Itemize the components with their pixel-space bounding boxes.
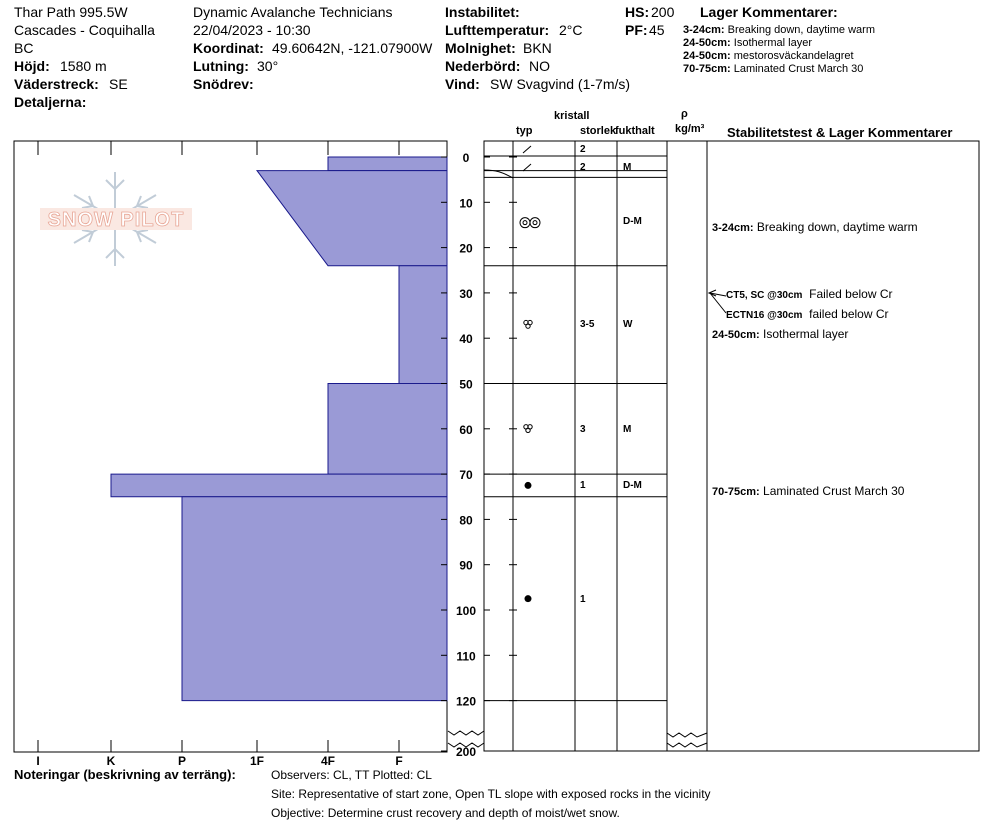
hardness-layer-bar — [111, 474, 447, 497]
surface-moisture: M — [623, 162, 632, 173]
melt-forms-icon — [530, 218, 540, 228]
layer-moisture: W — [623, 319, 633, 330]
layer-note-range: 70-75cm: — [712, 486, 760, 498]
depth-tick-label: 70 — [459, 468, 473, 483]
stability-test — [726, 308, 889, 321]
temperature-profile-line — [484, 170, 513, 178]
melt-forms-icon — [523, 221, 527, 225]
header-comment-range: 24-50cm: — [683, 50, 731, 62]
layer-comments-title: Lager Kommentarer: — [700, 4, 838, 20]
moisture-column-label: fukthalt — [615, 125, 655, 137]
layer-note — [712, 485, 904, 498]
layer-size: 1 — [580, 594, 586, 605]
depth-tick-label: 30 — [459, 286, 473, 301]
layer-note-text: Breaking down, daytime warm — [756, 220, 918, 234]
depth-tick-label: 90 — [459, 558, 473, 573]
details-label: Detaljerna: — [14, 94, 87, 110]
observation-datetime: 22/04/2023 - 10:30 — [193, 22, 311, 38]
hardness-layer-bar — [328, 384, 447, 475]
notes-line: Observers: CL, TT Plotted: CL — [271, 768, 432, 782]
layer-moisture: D-M — [623, 216, 642, 227]
ice-formation-icon — [525, 482, 532, 489]
melt-forms-icon — [520, 218, 530, 228]
stability-test-code: ECTN16 @30cm — [726, 310, 803, 321]
hardness-tick-label: I — [36, 754, 40, 768]
header-comment-text: mestorosväckandelagret — [733, 50, 854, 62]
surface-size: 2 — [580, 162, 586, 173]
instability-label: Instabilitet: — [445, 4, 520, 20]
layer-note-text: Laminated Crust March 30 — [763, 484, 905, 498]
layer-moisture: M — [623, 424, 632, 435]
surface-grain-icon — [523, 164, 531, 171]
depth-tick-label: 110 — [456, 649, 476, 664]
header-comment-text: Breaking down, daytime warm — [727, 24, 875, 36]
drift-label: Snödrev: — [193, 76, 254, 92]
hardness-layer-bar — [182, 497, 447, 701]
stability-test-note: failed below Cr — [809, 307, 889, 321]
depth-tick-label: 60 — [459, 422, 473, 437]
layer-note — [712, 221, 918, 234]
wind-label: Vind: — [445, 76, 480, 92]
density-unit: kg/m³ — [675, 123, 705, 135]
header-comment-text: Laminated Crust March 30 — [733, 63, 864, 75]
depth-tick-label: 0 — [462, 151, 470, 165]
header-comment-range: 70-75cm: — [683, 63, 731, 75]
header-comment-text: Isothermal layer — [733, 37, 813, 49]
precip-label: Nederbörd: — [445, 58, 521, 74]
layer-note — [712, 328, 848, 341]
elevation-value: 1580 m — [60, 58, 107, 74]
hardness-layer-bar — [328, 157, 447, 171]
hardness-tick-label: 1F — [249, 754, 265, 768]
slope-label: Lutning: — [193, 58, 249, 74]
layer-size: 3 — [580, 424, 586, 435]
depth-tick-label: 50 — [459, 377, 473, 392]
hardness-layer-bar — [399, 266, 447, 384]
ice-formation-icon — [525, 595, 532, 602]
location-name: Thar Path 995.5W — [14, 4, 128, 20]
hardness-tick-label: K — [106, 754, 116, 768]
depth-break-icon — [667, 743, 707, 747]
depth-tick-label: 40 — [459, 332, 473, 347]
clustered-grains-icon — [526, 428, 530, 432]
location-range: Cascades - Coquihalla — [14, 22, 155, 38]
depth-tick-label: 10 — [459, 196, 473, 211]
sky-value: BKN — [523, 40, 552, 56]
comments-column-label: Stabilitetstest & Lager Kommentarer — [727, 125, 953, 140]
clustered-grains-icon — [526, 324, 530, 328]
wind-value: SW Svagvind (1-7m/s) — [490, 76, 631, 92]
header-comment-range: 3-24cm: — [683, 24, 725, 36]
hs-value: 200 — [651, 4, 675, 20]
depth-tick-label: 120 — [455, 694, 477, 709]
hardness-tick-label: P — [177, 754, 187, 768]
depth-break-icon — [448, 731, 484, 735]
layer-size: 1 — [580, 480, 586, 491]
pf-label: PF: — [625, 22, 648, 38]
hs-label: HS: — [625, 4, 650, 20]
location-province: BC — [14, 40, 34, 56]
crystal-column-label: kristall — [554, 110, 590, 122]
sky-label: Molnighet: — [445, 40, 516, 56]
pf-value: 45 — [649, 22, 665, 38]
aspect-value: SE — [109, 76, 128, 92]
layer-size: 3-5 — [580, 319, 595, 330]
coordinate-label: Koordinat: — [193, 40, 264, 56]
air-temp-value: 2°C — [559, 22, 583, 38]
layer-moisture: D-M — [623, 480, 642, 491]
layer-note-range: 3-24cm: — [712, 222, 754, 234]
layer-note-text: Isothermal layer — [763, 327, 849, 341]
logo-text: SNOW PILOT — [47, 209, 185, 231]
size-column-label: storlek — [580, 125, 617, 137]
type-column-label: typ — [516, 125, 533, 137]
air-temp-label: Lufttemperatur: — [445, 22, 550, 38]
melt-forms-icon — [533, 221, 537, 225]
density-symbol: ρ — [681, 108, 688, 120]
hardness-tick-label: F — [395, 754, 403, 768]
header-comment-range: 24-50cm: — [683, 37, 731, 49]
surface-size: 2 — [580, 144, 586, 155]
notes-label: Noteringar (beskrivning av terräng): — [14, 767, 236, 782]
depth-tick-label: 200 — [455, 745, 477, 759]
aspect-label: Väderstreck: — [14, 76, 99, 92]
depth-tick-label: 100 — [455, 604, 477, 618]
surface-grain-icon — [523, 146, 531, 153]
notes-line: Objective: Determine crust recovery and depth of moist/wet snow. — [271, 806, 620, 820]
depth-break-icon — [667, 733, 707, 737]
stability-test-code: CT5, SC @30cm — [726, 290, 803, 301]
slope-value: 30° — [257, 58, 279, 74]
stability-test-note: Failed below Cr — [809, 287, 893, 301]
depth-tick-label: 80 — [459, 513, 473, 528]
stability-test — [726, 288, 893, 301]
depth-tick-label: 20 — [459, 241, 473, 256]
hardness-tick-label: 4F — [320, 754, 336, 768]
coordinate-value: 49.60642N, -121.07900W — [272, 40, 433, 56]
layer-note-range: 24-50cm: — [712, 329, 760, 341]
precip-value: NO — [529, 58, 550, 74]
elevation-label: Höjd: — [14, 58, 50, 74]
organization-name: Dynamic Avalanche Technicians — [193, 4, 393, 20]
notes-line: Site: Representative of start zone, Open TL slope with exposed rocks in the vicinity — [271, 787, 711, 801]
hardness-layer-bar — [257, 171, 447, 266]
